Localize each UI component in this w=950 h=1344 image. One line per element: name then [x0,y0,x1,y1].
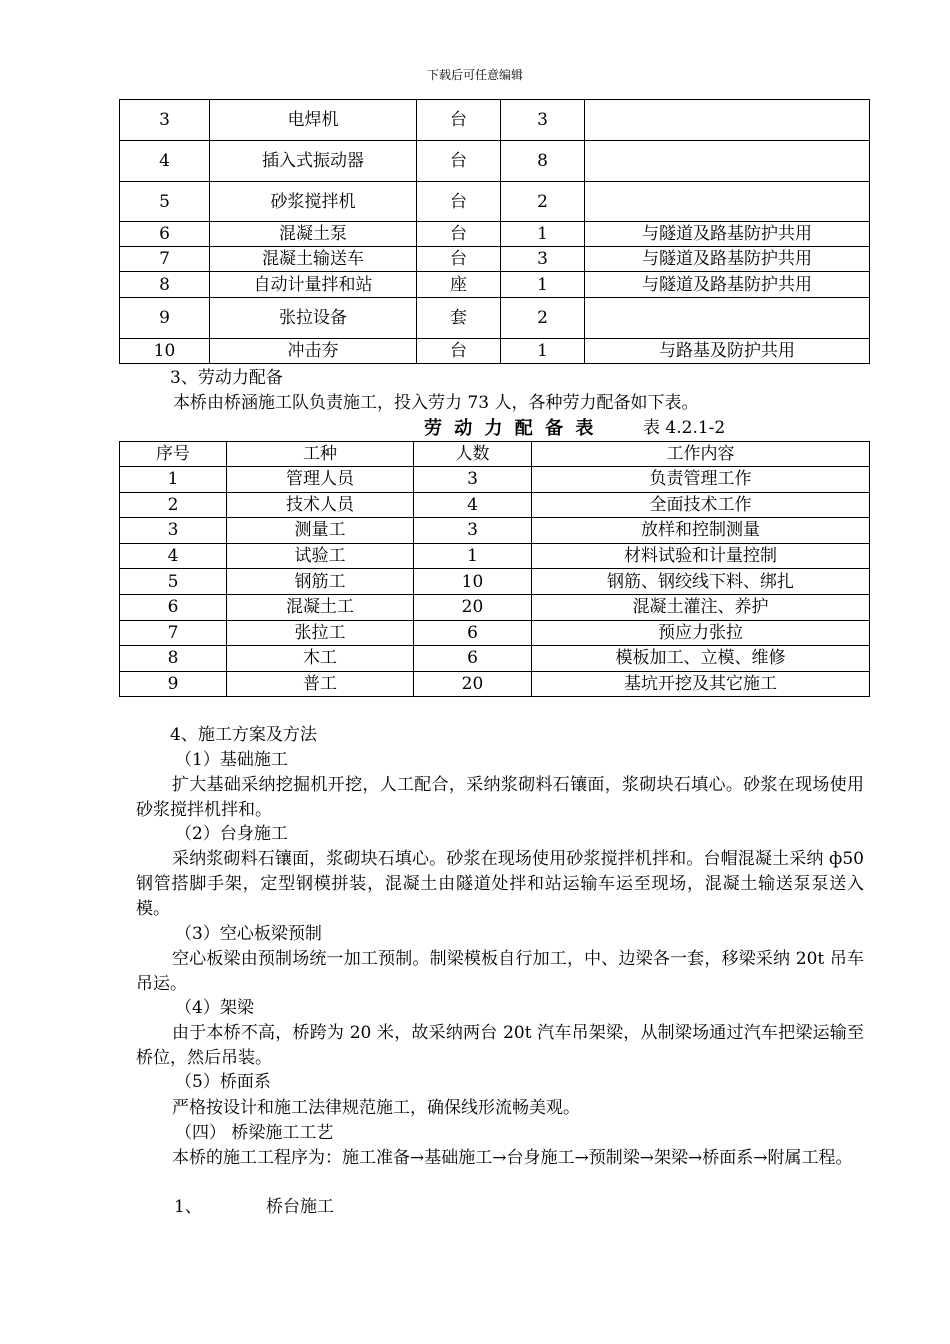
equip-cell-unit: 台 [417,141,501,182]
subsection-5-heading: （5）桥面系 [175,1072,271,1092]
labor-cell-count: 20 [414,671,532,697]
labor-cell-count: 6 [414,620,532,646]
equip-cell-no: 6 [120,222,210,247]
labor-cell-no: 6 [120,594,227,620]
subsection-1-heading: （1）基础施工 [175,750,288,770]
labor-cell-no: 1 [120,467,227,493]
equip-cell-qty: 1 [501,222,585,247]
labor-cell-trade: 木工 [227,646,414,672]
labor-cell-work: 混凝土灌注、养护 [532,594,870,620]
equipment-table-body [120,100,870,364]
equip-cell-name: 插入式振动器 [210,141,417,182]
header-cell-work: 工作内容 [532,442,870,467]
labor-row [120,543,870,569]
equip-cell-unit: 座 [417,272,501,298]
labor-cell-trade: 钢筋工 [227,569,414,595]
equip-cell-note [585,141,870,182]
equip-cell-qty: 2 [501,182,585,222]
labor-cell-no: 4 [120,543,227,569]
paragraph-slab-prefab: 空心板梁由预制场统一加工预制。制梁模板自行加工，中、边梁各一套，移梁采纳 20t 吊车吊运。 [136,949,864,994]
equipment-row [120,141,870,182]
labor-cell-count: 10 [414,569,532,595]
labor-cell-work: 全面技术工作 [532,492,870,518]
equip-cell-name: 电焊机 [210,100,417,141]
equipment-row [120,222,870,247]
labor-cell-work: 材料试验和计量控制 [532,543,870,569]
equip-cell-no: 7 [120,247,210,272]
labor-cell-work: 放样和控制测量 [532,518,870,544]
equip-cell-note: 与隧道及路基防护共用 [585,222,870,247]
item-title-abutment: 桥台施工 [266,1197,334,1217]
equip-cell-note [585,298,870,339]
paragraph-foundation: 扩大基础采纳挖掘机开挖，人工配合，采纳浆砌料石镶面，浆砌块石填心。砂浆在现场使用砂浆搅拌机拌和。 [136,775,864,820]
equip-cell-unit: 台 [417,247,501,272]
subsection-2-heading: （2）台身施工 [175,824,288,844]
labor-table-title: 劳 动 力 配 备 表 [424,418,597,439]
labor-cell-count: 3 [414,518,532,544]
labor-cell-no: 3 [120,518,227,544]
equip-cell-qty: 2 [501,298,585,339]
equip-cell-no: 10 [120,339,210,364]
labor-cell-trade: 测量工 [227,518,414,544]
labor-cell-no: 7 [120,620,227,646]
labor-table-header-row [120,442,870,467]
equip-cell-name: 冲击夯 [210,339,417,364]
labor-cell-work: 模板加工、立模、维修 [532,646,870,672]
equipment-row [120,339,870,364]
equip-cell-unit: 台 [417,339,501,364]
equip-cell-note [585,182,870,222]
section-iv-heading: （四） 桥梁施工工艺 [175,1123,334,1143]
labor-row [120,492,870,518]
labor-table-body [120,467,870,697]
equip-cell-no: 4 [120,141,210,182]
labor-table [119,441,870,697]
labor-cell-work: 钢筋、钢绞线下料、绑扎 [532,569,870,595]
equip-cell-no: 8 [120,272,210,298]
labor-table-number: 表 4.2.1-2 [643,418,726,438]
labor-cell-work: 负责管理工作 [532,467,870,493]
labor-row [120,467,870,493]
equip-cell-unit: 套 [417,298,501,339]
subsection-3-heading: （3）空心板梁预制 [175,924,322,944]
section-4-heading: 4、施工方案及方法 [170,725,317,745]
item-number: 1、 [174,1197,202,1217]
header-cell-no: 序号 [120,442,227,467]
equip-cell-name: 自动计量拌和站 [210,272,417,298]
equipment-table [119,99,870,364]
labor-cell-work: 基坑开挖及其它施工 [532,671,870,697]
labor-cell-count: 1 [414,543,532,569]
labor-cell-count: 6 [414,646,532,672]
labor-row [120,594,870,620]
equip-cell-note [585,100,870,141]
equip-cell-no: 3 [120,100,210,141]
equip-cell-qty: 1 [501,339,585,364]
header-cell-count: 人数 [414,442,532,467]
equip-cell-unit: 台 [417,182,501,222]
equipment-row [120,182,870,222]
equip-cell-name: 张拉设备 [210,298,417,339]
equip-cell-no: 9 [120,298,210,339]
equip-cell-name: 混凝土输送车 [210,247,417,272]
section-3-intro: 本桥由桥涵施工队负责施工，投入劳力 73 人，各种劳力配备如下表。 [173,393,699,413]
labor-cell-no: 2 [120,492,227,518]
labor-row [120,518,870,544]
labor-cell-count: 4 [414,492,532,518]
labor-cell-work: 预应力张拉 [532,620,870,646]
labor-row [120,671,870,697]
page-header: 下载后可任意编辑 [426,68,523,82]
paragraph-abutment-body: 采纳浆砌料石镶面，浆砌块石填心。砂浆在现场使用砂浆搅拌机拌和。台帽混凝土采纳 ф50 钢管搭脚手架，定型钢模拼装，混凝土由隧道处拌和站运输车运至现场，混凝土输送泵泵送入模。 [136,849,864,919]
labor-cell-trade: 试验工 [227,543,414,569]
equip-cell-note: 与隧道及路基防护共用 [585,272,870,298]
equipment-row [120,298,870,339]
equip-cell-name: 混凝土泵 [210,222,417,247]
paragraph-girder-erection: 由于本桥不高，桥跨为 20 米，故采纳两台 20t 汽车吊架梁，从制梁场通过汽车把梁运输至桥位，然后吊装。 [136,1023,864,1068]
equip-cell-qty: 8 [501,141,585,182]
equip-cell-note: 与路基及防护共用 [585,339,870,364]
paragraph-construction-sequence: 本桥的施工工程序为：施工准备→基础施工→台身施工→预制梁→架梁→桥面系→附属工程。 [172,1148,853,1168]
equip-cell-qty: 3 [501,100,585,141]
labor-cell-trade: 普工 [227,671,414,697]
labor-row [120,569,870,595]
labor-cell-count: 3 [414,467,532,493]
paragraph-deck-system: 严格按设计和施工法律规范施工，确保线形流畅美观。 [172,1098,580,1118]
equip-cell-unit: 台 [417,222,501,247]
labor-cell-trade: 管理人员 [227,467,414,493]
equip-cell-qty: 1 [501,272,585,298]
equip-cell-no: 5 [120,182,210,222]
labor-row [120,646,870,672]
equip-cell-qty: 3 [501,247,585,272]
labor-cell-trade: 技术人员 [227,492,414,518]
header-cell-trade: 工种 [227,442,414,467]
equip-cell-name: 砂浆搅拌机 [210,182,417,222]
labor-cell-trade: 张拉工 [227,620,414,646]
equip-cell-note: 与隧道及路基防护共用 [585,247,870,272]
labor-cell-count: 20 [414,594,532,620]
labor-cell-no: 5 [120,569,227,595]
section-3-heading: 3、劳动力配备 [170,368,283,388]
equipment-row [120,247,870,272]
equipment-row [120,100,870,141]
subsection-4-heading: （4）架梁 [175,998,254,1018]
equip-cell-unit: 台 [417,100,501,141]
equipment-row [120,272,870,298]
labor-cell-trade: 混凝土工 [227,594,414,620]
labor-cell-no: 9 [120,671,227,697]
labor-row [120,620,870,646]
labor-cell-no: 8 [120,646,227,672]
